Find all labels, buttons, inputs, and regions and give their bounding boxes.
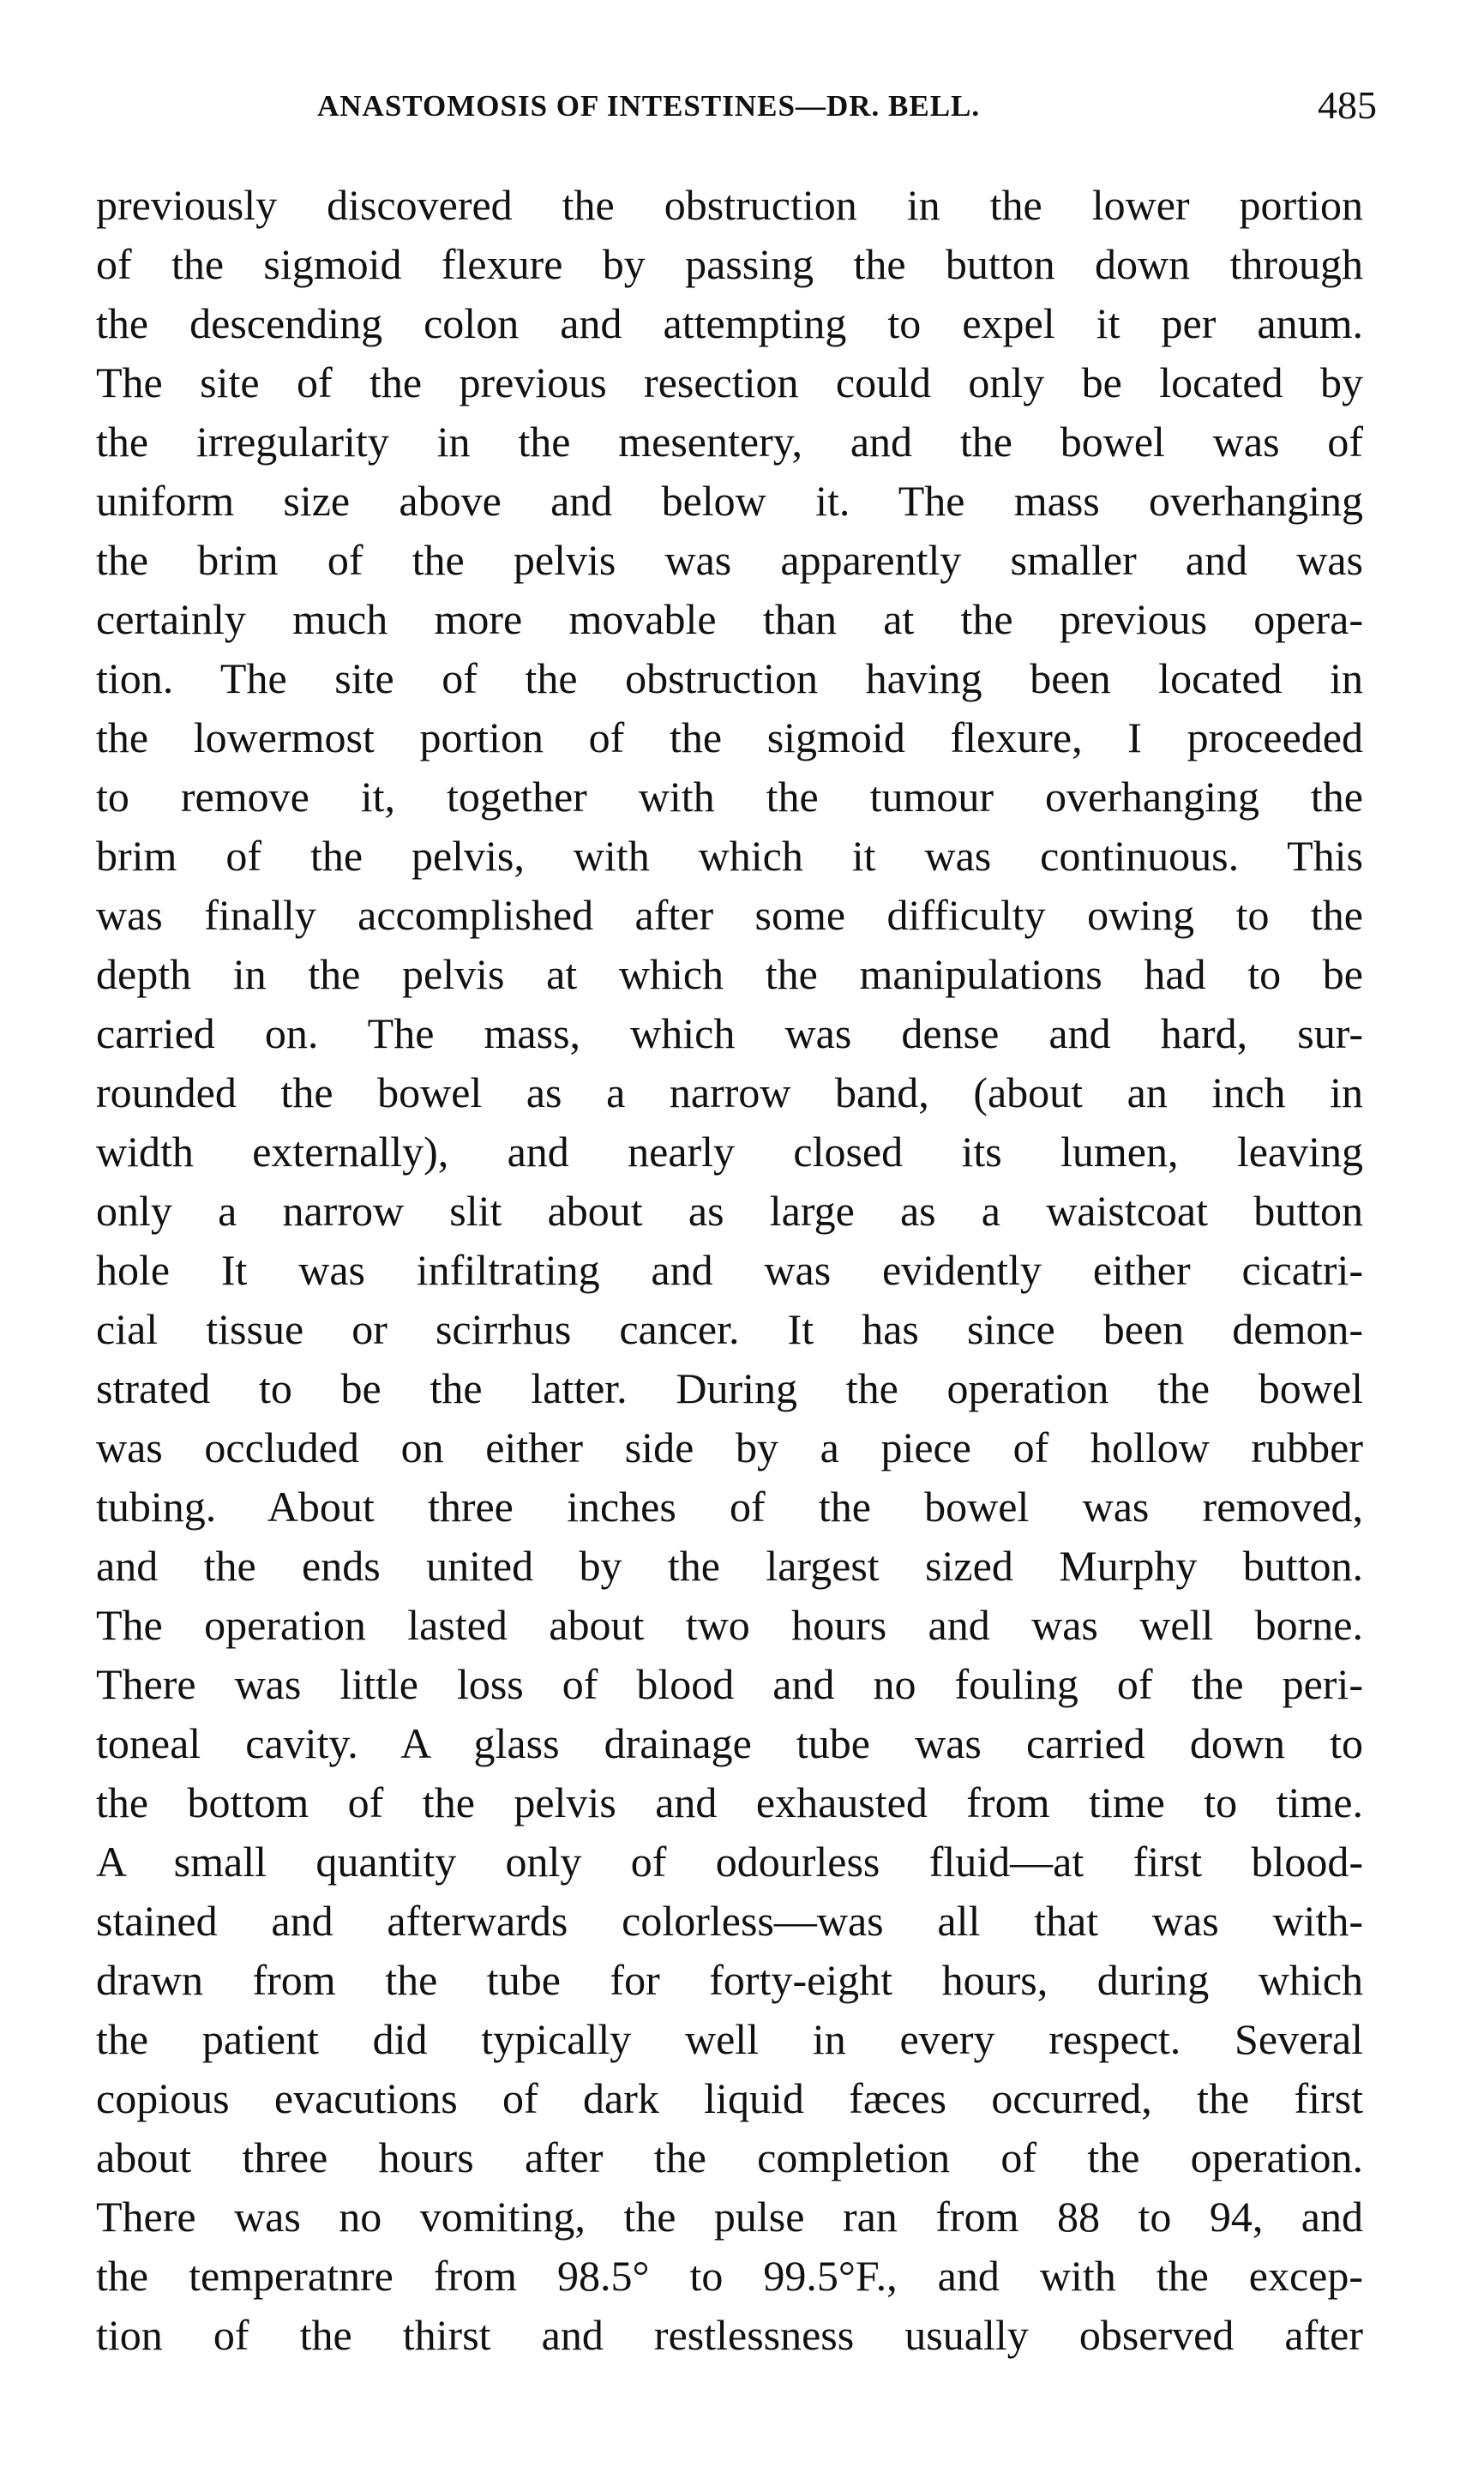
text-line: only a narrow slit about as large as a waistcoat button: [96, 1187, 1363, 1235]
text-line: rounded the bowel as a narrow band, (about an inch in: [96, 1068, 1363, 1116]
text-line: copious evacutions of dark liquid fæces occurred, the first: [96, 2074, 1363, 2122]
text-line: uniform size above and below it. The mass overhanging: [96, 477, 1363, 525]
running-title: ANASTOMOSIS OF INTESTINES—DR. BELL.: [317, 89, 981, 123]
text-line: to remove it, together with the tumour overhanging the: [96, 773, 1363, 821]
text-line: tion of the thirst and restlessness usually observed after: [96, 2311, 1363, 2359]
text-line: tion. The site of the obstruction having been located in: [96, 654, 1363, 702]
text-line: the brim of the pelvis was apparently smaller and was: [96, 536, 1363, 584]
text-line: was finally accomplished after some difficulty owing to the: [96, 891, 1363, 939]
text-line: cial tissue or scirrhus cancer. It has since been demon-: [96, 1305, 1363, 1353]
text-line: of the sigmoid flexure by passing the button down through: [96, 240, 1363, 288]
text-line: the bottom of the pelvis and exhausted from time to time.: [96, 1778, 1363, 1826]
text-line: the temperatnre from 98.5° to 99.5°F., and with the excep-: [96, 2252, 1363, 2300]
text-line: brim of the pelvis, with which it was continuous. This: [96, 832, 1363, 880]
text-line: previously discovered the obstruction in the lower portion: [96, 181, 1363, 229]
text-line: was occluded on either side by a piece of hollow rubber: [96, 1423, 1363, 1471]
text-line: the patient did typically well in every respect. Several: [96, 2015, 1363, 2063]
text-line: tubing. About three inches of the bowel was removed,: [96, 1483, 1363, 1531]
text-line: the lowermost portion of the sigmoid flexure, I proceeded: [96, 713, 1363, 761]
text-line: about three hours after the completion of the operation.: [96, 2133, 1363, 2181]
text-line: stained and afterwards colorless—was all that was with-: [96, 1897, 1363, 1945]
body-text: [96, 176, 1363, 2365]
text-line: the irregularity in the mesentery, and the bowel was of: [96, 418, 1363, 466]
text-line: hole It was infiltrating and was evidently either cicatri-: [96, 1246, 1363, 1294]
text-line: The operation lasted about two hours and was well borne.: [96, 1601, 1363, 1649]
text-line: toneal cavity. A glass drainage tube was carried down to: [96, 1719, 1363, 1767]
text-line: The site of the previous resection could only be located by: [96, 358, 1363, 406]
text-line: depth in the pelvis at which the manipulations had to be: [96, 950, 1363, 998]
text-line: carried on. The mass, which was dense and hard, sur-: [96, 1009, 1363, 1057]
text-line: the descending colon and attempting to expel it per anum.: [96, 299, 1363, 347]
text-line: There was no vomiting, the pulse ran from 88 to 94, and: [96, 2193, 1363, 2241]
running-head: [96, 79, 1382, 130]
page-number: 485: [1318, 83, 1377, 127]
text-line: and the ends united by the largest sized Murphy button.: [96, 1542, 1363, 1590]
text-line: width externally), and nearly closed its lumen, leaving: [96, 1128, 1363, 1176]
text-line: There was little loss of blood and no fouling of the peri-: [96, 1660, 1363, 1708]
text-line: A small quantity only of odourless fluid—at first blood-: [96, 1838, 1363, 1886]
text-line: strated to be the latter. During the operation the bowel: [96, 1364, 1363, 1412]
text-line: certainly much more movable than at the previous opera-: [96, 595, 1363, 643]
text-line: drawn from the tube for forty-eight hours, during which: [96, 1956, 1363, 2004]
